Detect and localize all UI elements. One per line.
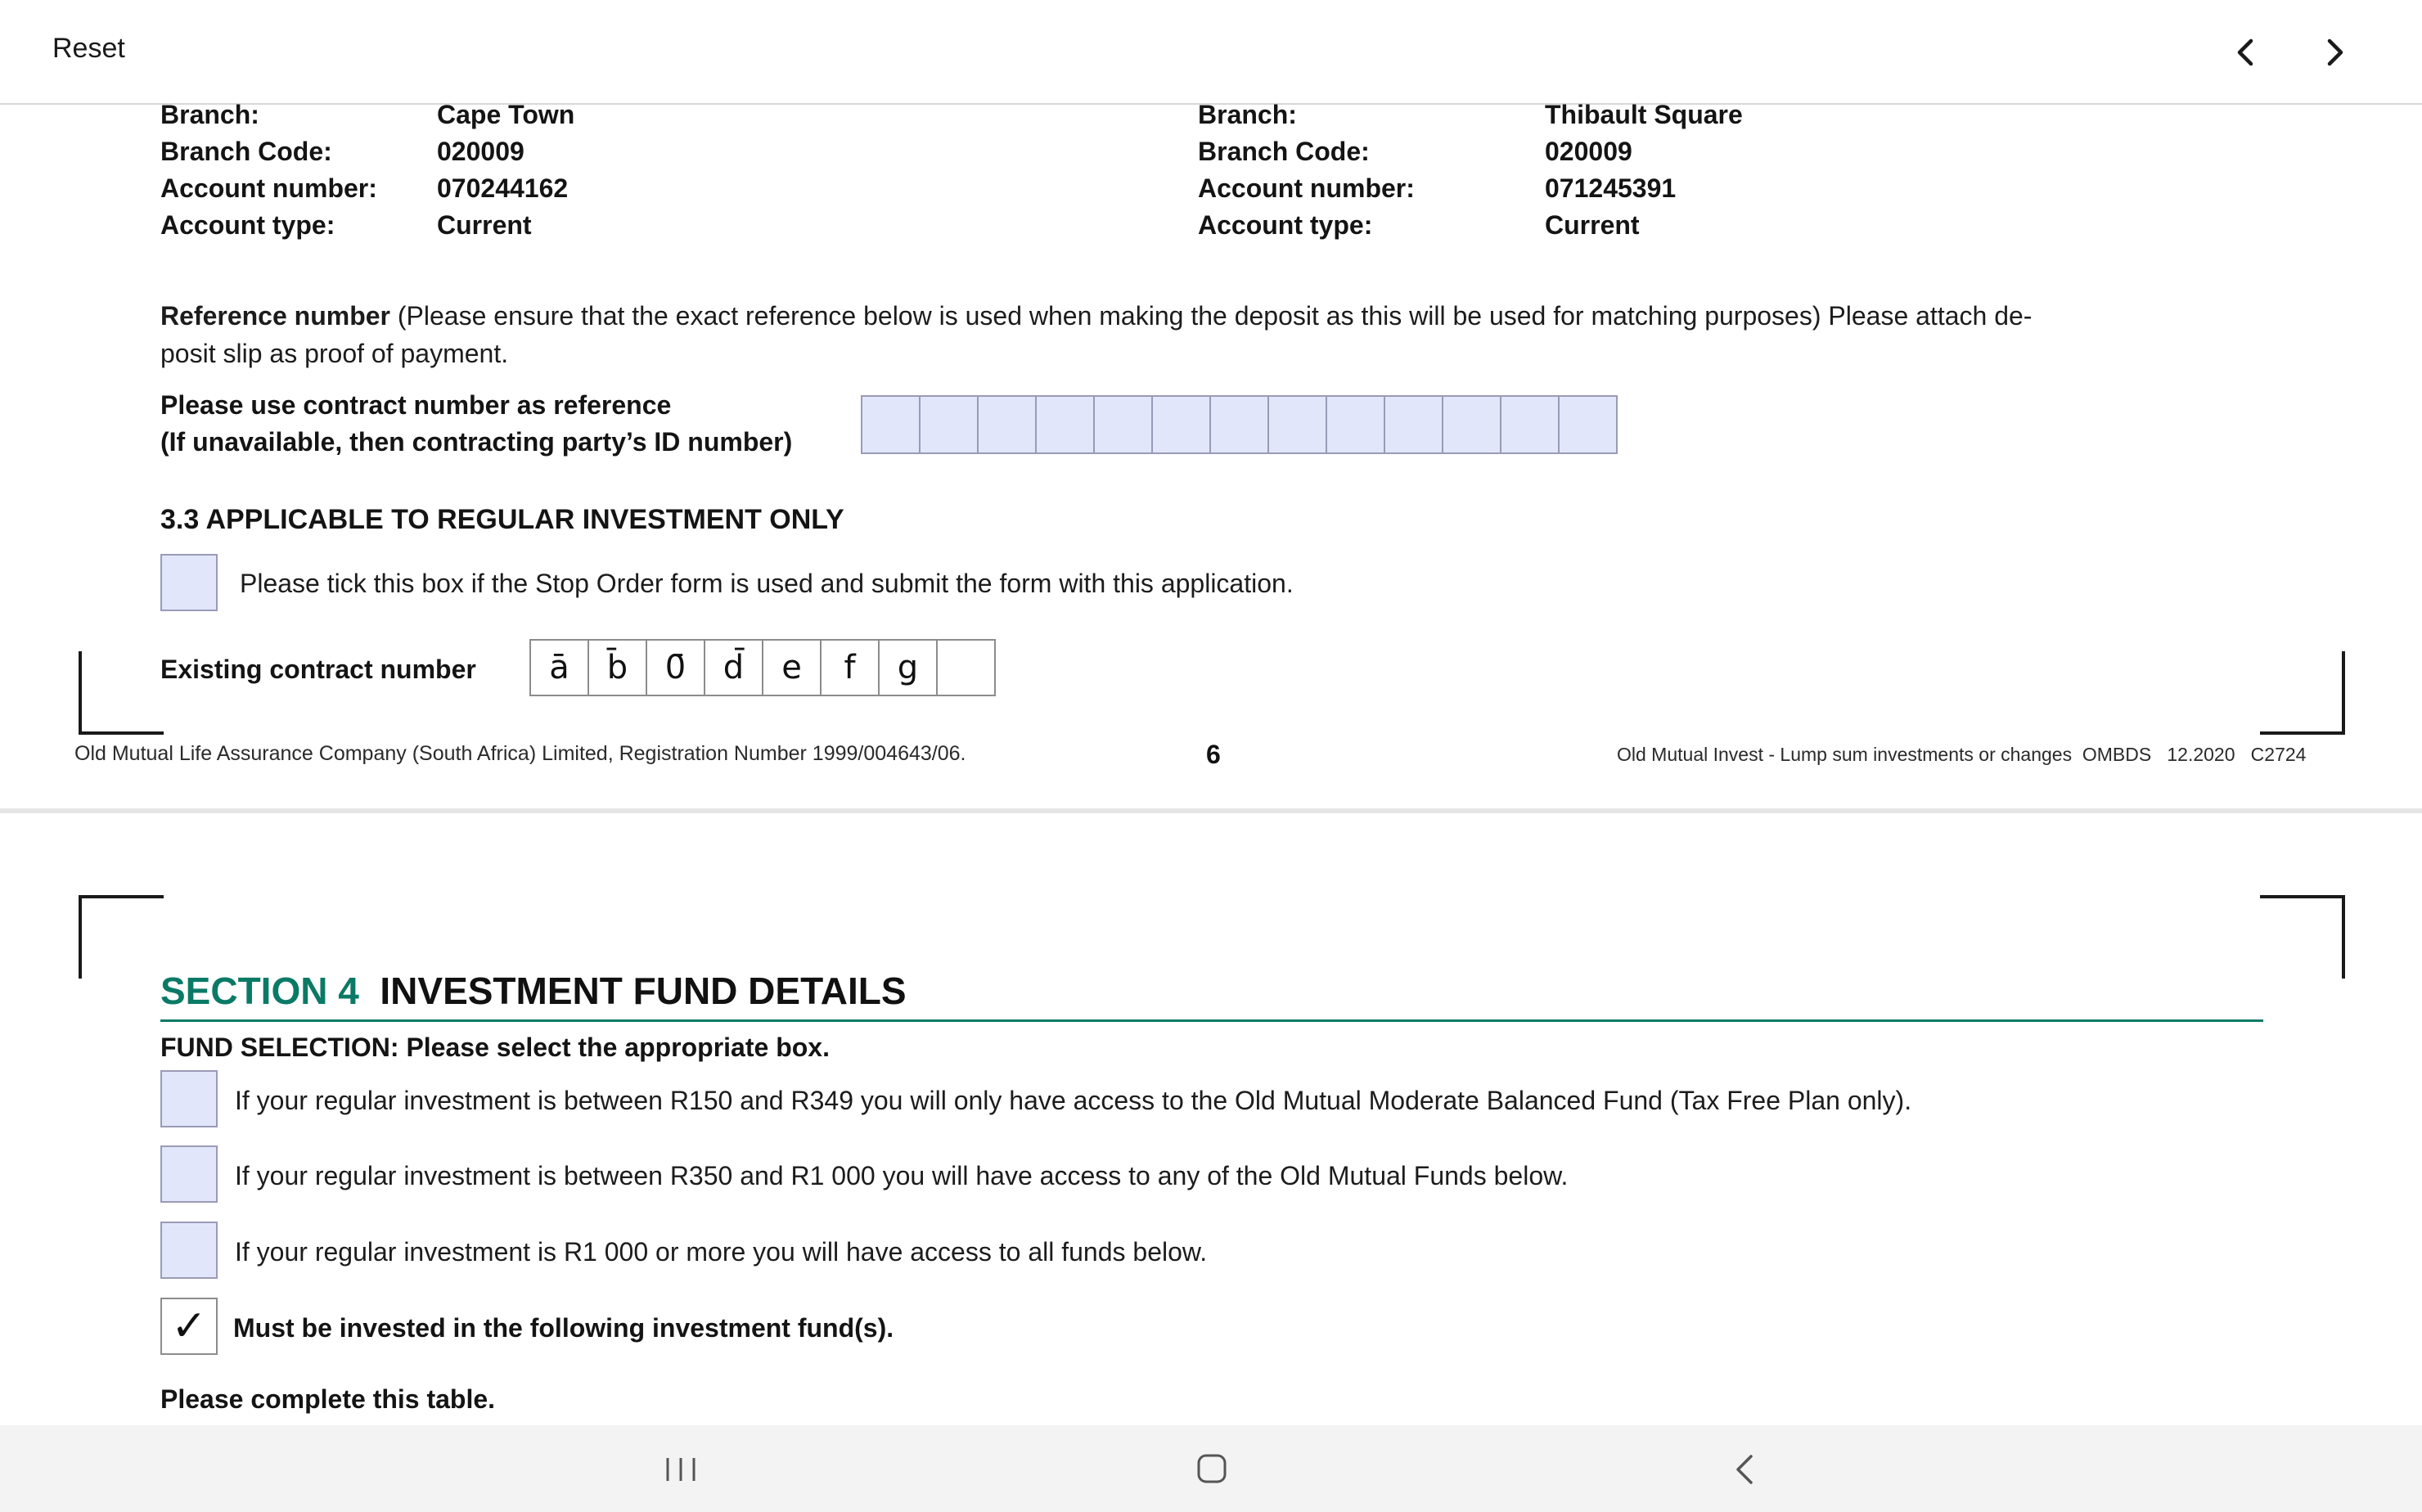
contract-char-cell[interactable] bbox=[938, 641, 994, 695]
section-4-number: SECTION 4 bbox=[160, 970, 359, 1012]
section-3-3-title: 3.3 APPLICABLE TO REGULAR INVESTMENT ONLY bbox=[160, 504, 844, 535]
complete-table-instruction: Please complete this table. bbox=[160, 1384, 496, 1414]
reset-button[interactable]: Reset bbox=[52, 33, 125, 64]
reference-cell[interactable] bbox=[1385, 397, 1443, 452]
contract-char-cell[interactable]: d̄ bbox=[705, 641, 763, 695]
reference-cell[interactable] bbox=[1327, 397, 1385, 452]
branch-label: Branch: bbox=[1198, 100, 1297, 129]
reference-cell[interactable] bbox=[921, 397, 979, 452]
fund-option-2-checkbox[interactable] bbox=[160, 1145, 218, 1203]
branch-value: Thibault Square bbox=[1545, 100, 1743, 129]
account-type-label: Account type: bbox=[1198, 210, 1373, 240]
fund-option-1-text: If your regular investment is between R150 and R349 you will only have access to the Old Mutual Moderate Balanced Fund (Tax Free Plan only). bbox=[235, 1086, 1912, 1115]
existing-contract-label: Existing contract number bbox=[160, 655, 476, 684]
system-navigation-bar bbox=[0, 1425, 2422, 1512]
branch-code-value: 020009 bbox=[437, 137, 524, 166]
contract-char-cell[interactable]: 0̄ bbox=[647, 641, 705, 695]
recents-icon bbox=[661, 1453, 700, 1486]
contract-char-cell[interactable]: f bbox=[822, 641, 880, 695]
previous-page-button[interactable] bbox=[2221, 29, 2270, 75]
reference-text-line-1: (Please ensure that the exact reference below is used when making the deposit as this will be used for matching purposes) Please attach de- bbox=[389, 301, 2033, 331]
fund-option-4-checkbox[interactable] bbox=[160, 1298, 218, 1355]
reference-cell[interactable] bbox=[1211, 397, 1269, 452]
crop-mark bbox=[79, 651, 164, 735]
reference-text-line-2: posit slip as proof of payment. bbox=[160, 339, 509, 368]
account-number-label: Account number: bbox=[160, 173, 377, 203]
section-4-heading bbox=[160, 969, 907, 1013]
home-button[interactable] bbox=[1195, 1451, 1229, 1486]
crop-mark bbox=[2260, 651, 2345, 735]
reference-prompt-line-2: (If unavailable, then contracting party’s ID number) bbox=[160, 427, 793, 457]
crop-mark bbox=[2260, 895, 2345, 979]
reference-paragraph bbox=[160, 297, 2288, 372]
stop-order-checkbox[interactable] bbox=[160, 554, 218, 611]
reference-heading: Reference number bbox=[160, 301, 390, 331]
account-type-label: Account type: bbox=[160, 210, 335, 240]
branch-code-label: Branch Code: bbox=[160, 137, 332, 166]
contract-char-cell[interactable]: g bbox=[880, 641, 938, 695]
top-toolbar bbox=[0, 0, 2422, 105]
account-type-value: Current bbox=[1545, 210, 1640, 240]
account-number-label: Account number: bbox=[1198, 173, 1415, 203]
branch-code-value: 020009 bbox=[1545, 137, 1632, 166]
page-number: 6 bbox=[1206, 740, 1221, 769]
contract-char-cell[interactable]: ā bbox=[531, 641, 589, 695]
chevron-left-icon bbox=[2233, 36, 2258, 69]
reference-cell[interactable] bbox=[862, 397, 921, 452]
back-button[interactable] bbox=[1730, 1451, 1759, 1487]
reference-cell[interactable] bbox=[1095, 397, 1153, 452]
crop-mark bbox=[79, 895, 164, 979]
page-separator bbox=[0, 808, 2422, 813]
reference-number-input[interactable] bbox=[861, 395, 1618, 454]
stop-order-text: Please tick this box if the Stop Order form is used and submit the form with this application. bbox=[240, 569, 1294, 598]
reference-prompt-line-1: Please use contract number as reference bbox=[160, 390, 672, 420]
branch-value: Cape Town bbox=[437, 100, 575, 129]
footer-company: Old Mutual Life Assurance Company (South Africa) Limited, Registration Number 1999/004643/06. bbox=[74, 742, 966, 765]
back-icon bbox=[1730, 1451, 1759, 1487]
reference-cell[interactable] bbox=[1443, 397, 1501, 452]
reference-cell[interactable] bbox=[1037, 397, 1095, 452]
recents-button[interactable] bbox=[661, 1453, 700, 1486]
reference-cell[interactable] bbox=[1560, 397, 1616, 452]
fund-option-3-text: If your regular investment is R1 000 or more you will have access to all funds below. bbox=[235, 1237, 1208, 1267]
section-4-title: INVESTMENT FUND DETAILS bbox=[380, 970, 907, 1012]
branch-code-label: Branch Code: bbox=[1198, 137, 1370, 166]
reference-cell[interactable] bbox=[979, 397, 1037, 452]
contract-char-cell[interactable]: b̄ bbox=[589, 641, 647, 695]
reference-cell[interactable] bbox=[1153, 397, 1211, 452]
chevron-right-icon bbox=[2323, 36, 2348, 69]
checkmark-icon: ✓ bbox=[171, 1302, 207, 1351]
footer-document-code: Old Mutual Invest - Lump sum investments or changes OMBDS 12.2020 C2724 bbox=[1617, 744, 2307, 765]
branch-label: Branch: bbox=[160, 100, 259, 129]
fund-option-2-text: If your regular investment is between R350 and R1 000 you will have access to any of the Old Mutual Funds below. bbox=[235, 1161, 1569, 1190]
account-number-value: 070244162 bbox=[437, 173, 569, 203]
fund-option-3-checkbox[interactable] bbox=[160, 1222, 218, 1279]
account-number-value: 071245391 bbox=[1545, 173, 1677, 203]
fund-option-4-text: Must be invested in the following investment fund(s). bbox=[233, 1313, 894, 1343]
contract-char-cell[interactable]: e bbox=[763, 641, 822, 695]
reference-cell[interactable] bbox=[1501, 397, 1560, 452]
fund-selection-heading: FUND SELECTION: Please select the appropriate box. bbox=[160, 1033, 830, 1062]
home-icon bbox=[1195, 1451, 1229, 1486]
fund-option-1-checkbox[interactable] bbox=[160, 1070, 218, 1127]
reference-cell[interactable] bbox=[1269, 397, 1327, 452]
existing-contract-input[interactable] bbox=[529, 639, 996, 696]
account-type-value: Current bbox=[437, 210, 532, 240]
section-divider bbox=[160, 1019, 2263, 1022]
next-page-button[interactable] bbox=[2311, 29, 2360, 75]
